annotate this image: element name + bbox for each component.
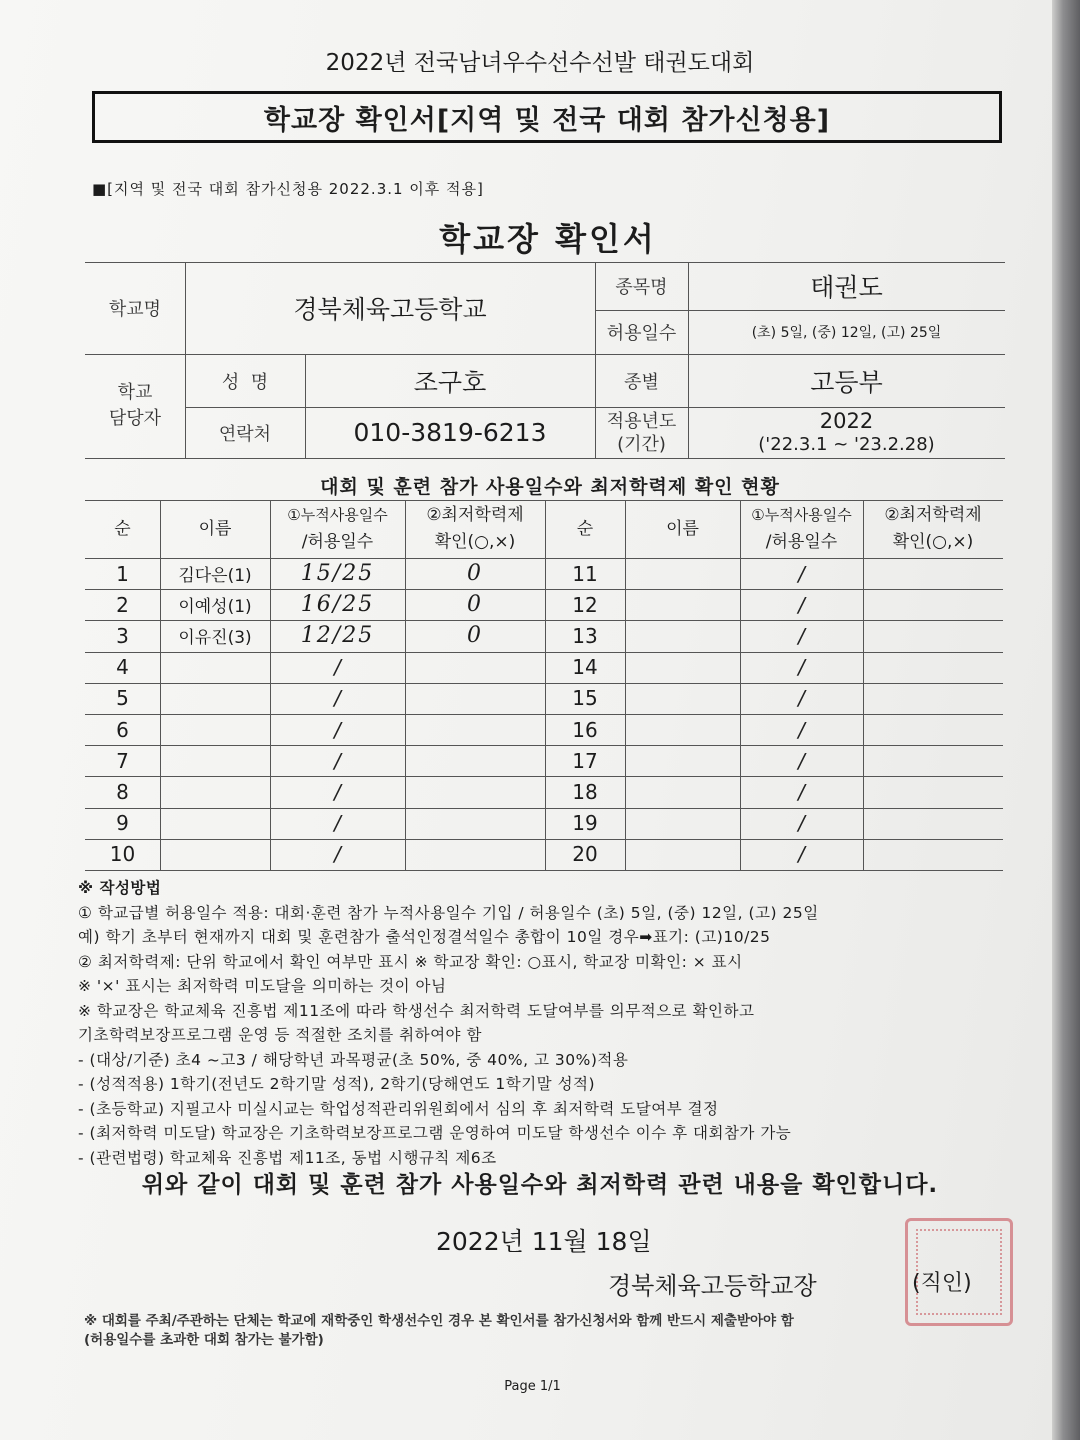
header-days-line1-right: ①누적사용일수 — [751, 506, 852, 524]
writing-method — [78, 876, 1018, 1170]
header-days-line2-right: /허용일수 — [765, 532, 838, 552]
method-line: ※ 학교장은 학교체육 진흥법 제11조에 따라 학생선수 최저학력 도달여부를 의무적으로 확인하고 — [78, 1001, 755, 1020]
row-min-achievement — [863, 589, 1003, 620]
row-number: 18 — [572, 779, 598, 804]
row-student-name — [625, 808, 740, 839]
row-student-name — [160, 652, 270, 683]
row-student-name — [625, 558, 740, 589]
method-heading: ※ 작성방법 — [78, 879, 162, 897]
row-number: 1 — [116, 561, 129, 586]
row-number: 9 — [116, 811, 129, 836]
event-title: 2022년 전국남녀우수선수선발 태권도대회 — [325, 50, 755, 76]
row-used-days: / — [798, 811, 805, 836]
apply-note: ■[지역 및 전국 대회 참가신청용 2022.3.1 이후 적용] — [92, 180, 484, 198]
row-student-name: 김다은(1) — [178, 566, 252, 587]
row-min-achievement — [405, 652, 545, 683]
row-number: 20 — [572, 842, 598, 867]
row-min-achievement — [863, 839, 1003, 870]
row-number: 19 — [572, 811, 598, 836]
row-min-achievement — [405, 745, 545, 776]
method-line: 예) 학기 초부터 현재까지 대회 및 훈련참가 출석인정결석일수 총합이 10일 경우➡표기: (고)10/25 — [78, 928, 771, 946]
row-student-name — [625, 745, 740, 776]
contact-name-label: 성 명 — [221, 371, 269, 393]
row-used-days: / — [334, 811, 341, 836]
row-student-name — [625, 683, 740, 714]
apply-year-value: 2022 — [819, 408, 874, 433]
row-student-name — [160, 839, 270, 870]
row-used-days: 16/25 — [300, 592, 375, 618]
row-number: 3 — [116, 623, 129, 648]
row-min-achievement — [863, 808, 1003, 839]
row-student-name — [625, 714, 740, 745]
header-min-line1-left: ②최저학력제 — [426, 505, 524, 525]
method-line: - (성적적용) 1학기(전년도 2학기말 성적), 2학기(당해연도 1학기말 성적) — [78, 1075, 596, 1093]
issue-date: 2022년 11월 18일 — [436, 1227, 652, 1256]
row-used-days: / — [798, 623, 805, 648]
header-days-line2-left: /허용일수 — [301, 532, 374, 552]
school-name-value: 경북체육고등학교 — [293, 295, 487, 324]
row-student-name — [625, 776, 740, 807]
row-used-days: / — [798, 561, 805, 586]
row-number: 6 — [116, 717, 129, 742]
method-line: - (대상/기준) 초4 ~고3 / 해당학년 과목평균(초 50%, 중 40%, 고 30%)적용 — [78, 1050, 629, 1069]
document-title: 학교장 확인서 — [439, 220, 657, 258]
row-used-days: / — [798, 686, 805, 711]
row-student-name: 이예성(1) — [178, 597, 252, 618]
row-student-name — [625, 589, 740, 620]
row-used-days: 15/25 — [300, 561, 375, 587]
row-min-achievement — [405, 714, 545, 745]
row-number: 7 — [116, 748, 129, 773]
row-used-days: / — [334, 686, 341, 711]
row-min-achievement — [863, 652, 1003, 683]
row-number: 15 — [572, 686, 598, 711]
event-value: 태권도 — [810, 273, 883, 302]
row-student-name — [160, 745, 270, 776]
header-min-line1-right: ②최저학력제 — [884, 505, 982, 525]
row-number: 16 — [572, 717, 598, 742]
header-no-left: 순 — [114, 518, 131, 539]
row-min-achievement: 0 — [467, 623, 483, 649]
row-used-days: 12/25 — [300, 623, 375, 649]
row-min-achievement — [863, 620, 1003, 651]
apply-year-label: 적용년도 (기간) — [606, 410, 677, 455]
contact-name-value: 조구호 — [413, 367, 487, 397]
usage-table — [85, 500, 1003, 870]
principal-title: 경북체육고등학교장 — [608, 1272, 817, 1300]
method-line: ① 학교급별 허용일수 적용: 대회·훈련 참가 누적사용일수 기입 / 허용일수 (초) 5일, (중) 12일, (고) 25일 — [78, 903, 819, 922]
row-min-achievement: 0 — [467, 561, 483, 587]
staff-label: 학교 담당자 — [108, 382, 162, 429]
apply-year-cell — [688, 407, 1005, 458]
header-name-right: 이름 — [666, 518, 699, 539]
row-number: 17 — [572, 748, 598, 773]
table-rule — [85, 870, 1003, 871]
row-min-achievement — [863, 714, 1003, 745]
row-used-days: / — [798, 717, 805, 742]
form-banner: 학교장 확인서[지역 및 전국 대회 참가신청용] — [92, 91, 1002, 143]
row-min-achievement — [405, 683, 545, 714]
row-used-days: / — [798, 842, 805, 867]
row-student-name — [625, 620, 740, 651]
section-title: 대회 및 훈련 참가 사용일수와 최저학력제 확인 현황 — [320, 476, 780, 498]
row-number: 11 — [572, 561, 598, 586]
row-used-days: / — [334, 779, 341, 804]
row-min-achievement — [863, 776, 1003, 807]
seal-label: (직인) — [912, 1271, 972, 1296]
page-number: Page 1/1 — [504, 1379, 561, 1394]
footnote-line: ※ 대회를 주최/주관하는 단체는 학교에 재학중인 학생선수인 경우 본 확인서를 참가신청서와 함께 반드시 제출받아야 함 — [84, 1313, 794, 1329]
row-number: 8 — [116, 779, 129, 804]
row-used-days: / — [334, 842, 341, 867]
row-student-name — [160, 714, 270, 745]
page-edge-shadow — [1052, 0, 1080, 1440]
division-value: 고등부 — [810, 367, 883, 397]
row-student-name — [160, 776, 270, 807]
method-line: 기초학력보장프로그램 운영 등 적절한 조치를 취하여야 함 — [78, 1026, 482, 1044]
method-line: - (관련법령) 학교체육 진흥법 제11조, 동법 시행규칙 제6조 — [78, 1148, 497, 1167]
header-days-line1-left: ①누적사용일수 — [287, 506, 388, 524]
row-min-achievement — [405, 839, 545, 870]
row-number: 4 — [116, 655, 129, 680]
method-line: ※ '×' 표시는 최저학력 미도달을 의미하는 것이 아님 — [78, 977, 447, 995]
row-number: 5 — [116, 686, 129, 711]
contact-phone-value: 010-3819-6213 — [353, 418, 547, 447]
row-number: 2 — [116, 592, 129, 617]
row-student-name — [160, 808, 270, 839]
row-used-days: / — [334, 655, 341, 680]
row-used-days: / — [798, 655, 805, 680]
allowed-days-value: (초) 5일, (중) 12일, (고) 25일 — [751, 325, 942, 341]
row-used-days: / — [334, 717, 341, 742]
footnote-line: (허용일수를 초과한 대회 참가는 불가함) — [84, 1332, 324, 1348]
contact-phone-label: 연락처 — [218, 423, 272, 445]
division-label: 종별 — [624, 371, 659, 393]
row-min-achievement — [405, 808, 545, 839]
row-min-achievement — [863, 558, 1003, 589]
method-line: - (초등학교) 지필고사 미실시교는 학업성적관리위원회에서 심의 후 최저학력 도달여부 결정 — [78, 1099, 719, 1118]
header-name-left: 이름 — [198, 518, 232, 539]
method-line: - (최저학력 미도달) 학교장은 기초학력보장프로그램 운영하여 미도달 학생선수 이수 후 대회참가 가능 — [78, 1124, 792, 1142]
row-number: 10 — [109, 842, 136, 867]
header-min-line2-right: 확인(○,×) — [892, 532, 974, 552]
row-number: 13 — [572, 623, 598, 648]
school-name-label: 학교명 — [108, 299, 162, 320]
row-used-days: / — [798, 592, 805, 617]
row-number: 12 — [572, 592, 598, 617]
event-label: 종목명 — [615, 277, 668, 298]
row-student-name: 이유진(3) — [178, 628, 252, 649]
row-min-achievement: 0 — [467, 592, 483, 618]
row-student-name — [625, 839, 740, 870]
confirm-statement: 위와 같이 대회 및 훈련 참가 사용일수와 최저학력 관련 내용을 확인합니다. — [141, 1172, 939, 1198]
row-min-achievement — [405, 776, 545, 807]
method-line: ② 최저학력제: 단위 학교에서 확인 여부만 표시 ※ 학교장 확인: ○표시, 학교장 미확인: × 표시 — [78, 952, 743, 971]
school-info-table — [85, 262, 1005, 458]
row-student-name — [625, 652, 740, 683]
footnote — [84, 1312, 794, 1350]
row-used-days: / — [334, 748, 341, 773]
row-min-achievement — [863, 745, 1003, 776]
row-min-achievement — [863, 683, 1003, 714]
row-student-name — [160, 683, 270, 714]
apply-period-value: ('22.3.1 ~ '23.2.28) — [758, 433, 935, 455]
row-used-days: / — [798, 748, 805, 773]
header-min-line2-left: 확인(○,×) — [434, 532, 516, 552]
row-number: 14 — [572, 655, 598, 680]
header-no-right: 순 — [576, 518, 594, 539]
row-used-days: / — [798, 779, 805, 804]
allowed-days-label: 허용일수 — [606, 323, 677, 344]
